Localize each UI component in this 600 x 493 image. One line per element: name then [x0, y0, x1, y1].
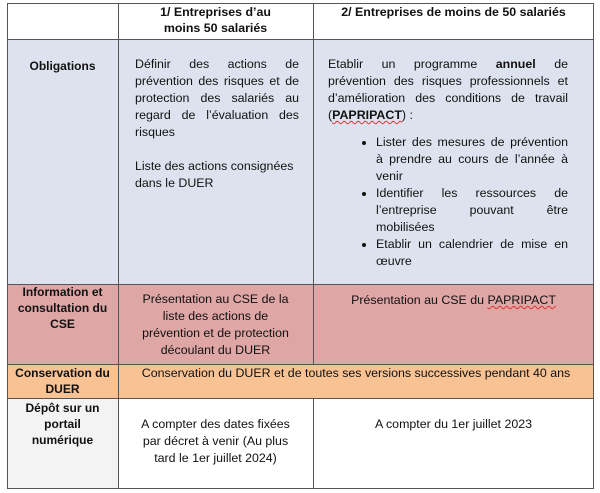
table-border-left	[7, 3, 8, 489]
obligations-intro-bold: annuel	[495, 57, 536, 71]
header-col2-text: 2/ Entreprises de moins de 50 salariés	[341, 5, 566, 19]
table-border-bottom	[7, 488, 594, 489]
obligations-col1-text1: Définir des actions de prévention des risques et de protection des salariés au regard de l’évaluation des risques	[135, 57, 299, 139]
row-label-obligations	[7, 39, 118, 284]
table-border-right	[593, 3, 594, 489]
obligations-col1-cell	[118, 39, 313, 284]
depot-col1-cell	[118, 398, 313, 489]
table-border-top	[7, 3, 594, 4]
row-divider-information	[7, 364, 594, 365]
table-divider-col1	[118, 3, 119, 489]
row-divider-obligations	[7, 284, 594, 285]
information-col2-cell	[313, 284, 594, 364]
conservation-text: Conservation du DUER et de toutes ses versions successives pendant 40 ans	[141, 366, 571, 380]
header-col-small-companies	[313, 3, 594, 39]
header-col1-text: 1/ Entreprises d’au moins 50 salariés	[160, 5, 271, 35]
information-col1-cell	[118, 284, 313, 364]
information-col2-acronym: PAPRIPACT	[487, 293, 556, 307]
row-divider-header	[7, 39, 594, 40]
bullet-item: • Etablir un calendrier de mise en œuvre	[376, 236, 568, 270]
table-divider-col2	[313, 3, 314, 364]
information-col2-text: Présentation au CSE du	[351, 293, 488, 307]
row-label-information	[7, 284, 118, 364]
row-label-depot	[7, 398, 118, 489]
depot-label: Dépôt sur un portail numérique	[25, 401, 100, 447]
conservation-text-cell	[118, 364, 594, 398]
obligations-intro-acronym: PAPRIPACT	[332, 108, 402, 122]
obligations-intro-part1: Etablir un programme	[328, 57, 496, 71]
bullet-item: • Identifier les ressources de l’entreprise pouvant être mobilisées	[376, 185, 568, 236]
row-divider-conservation	[7, 398, 594, 399]
obligations-bullet-list	[328, 134, 568, 270]
depot-col2-cell	[313, 398, 594, 489]
obligations-col2-cell	[313, 39, 594, 284]
row-label-conservation	[7, 364, 118, 398]
depot-col1-text: A compter des dates fixées par décret à venir (Au plus tard le 1er juillet 2024)	[141, 417, 290, 465]
bullet-item: • Lister des mesures de prévention à prendre au cours de l’année à venir	[376, 134, 568, 185]
header-col-large-companies	[118, 3, 313, 39]
conservation-label: Conservation du DUER	[15, 366, 110, 396]
obligations-col1-text2: Liste des actions consignées dans le DUER	[135, 159, 294, 190]
information-col1-text: Présentation au CSE de la liste des actions de prévention et de protection découlant du DUER	[142, 292, 289, 357]
obligations-label: Obligations	[29, 59, 96, 73]
obligations-col2-intro	[328, 56, 568, 124]
obligations-intro-part2: de prévention des risques professionnels et d’amélioration des conditions de travail (	[328, 57, 568, 122]
obligations-intro-end: ) :	[401, 108, 413, 122]
information-label: Information et consultation du CSE	[17, 285, 108, 331]
depot-col2-text: A compter du 1er juillet 2023	[374, 417, 533, 431]
header-empty-cell	[7, 3, 118, 39]
comparison-table	[7, 3, 594, 489]
table-divider-col2-bottom	[313, 398, 314, 489]
